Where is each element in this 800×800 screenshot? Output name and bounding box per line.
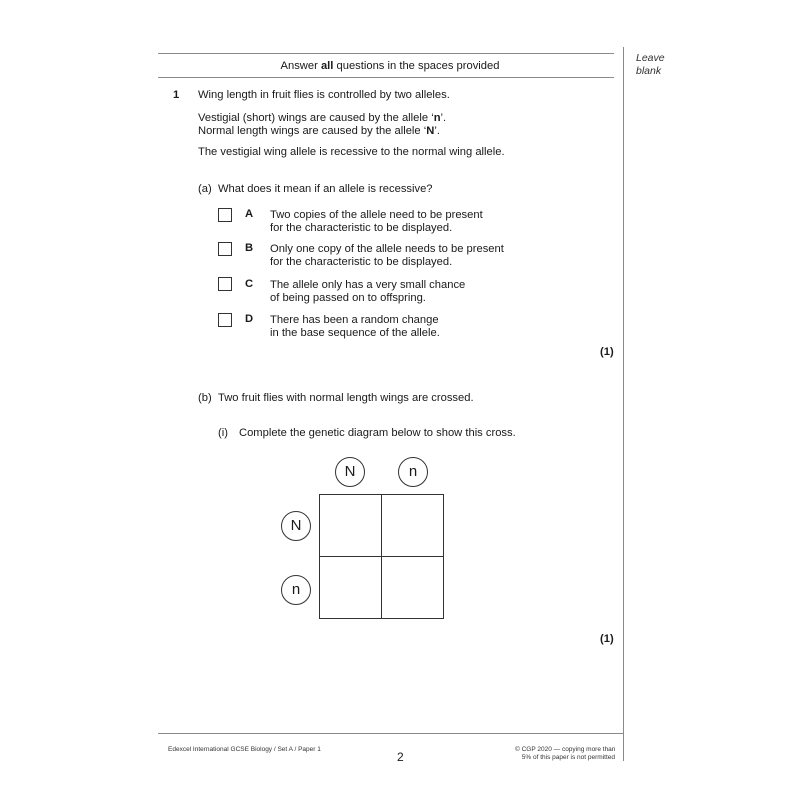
margin-rule — [623, 47, 624, 761]
part-a-question: What does it mean if an allele is recessive? — [218, 183, 433, 195]
allele-n-statement — [198, 111, 446, 125]
footer-copyright-line1: © CGP 2020 — copying more than — [515, 746, 616, 753]
part-b-question: Two fruit flies with normal length wings are crossed. — [218, 392, 474, 404]
option-d-text-line1: There has been a random change — [270, 314, 439, 326]
question-number: 1 — [173, 89, 180, 101]
option-a-checkbox[interactable] — [218, 208, 232, 222]
option-a-text-line1: Two copies of the allele need to be present — [270, 209, 483, 221]
option-a-letter: A — [245, 208, 254, 220]
option-d-text-line2: in the base sequence of the allele. — [270, 327, 440, 339]
punnett-cell-1-2[interactable] — [381, 494, 444, 557]
page-number: 2 — [397, 750, 404, 764]
question-intro: Wing length in fruit flies is controlled by two alleles. — [198, 89, 450, 101]
part-b-sub-question: Complete the genetic diagram below to show this cross. — [239, 427, 516, 439]
option-c-letter: C — [245, 278, 254, 290]
instruction-text-before: Answer — [280, 60, 321, 72]
allele-N-statement — [198, 124, 440, 138]
instruction-text-after: questions in the spaces provided — [333, 60, 500, 72]
option-b-checkbox[interactable] — [218, 242, 232, 256]
part-b-marks: (1) — [600, 633, 614, 645]
leave-blank-label-line2: blank — [636, 65, 662, 77]
header-top-rule — [158, 53, 614, 54]
part-b-label: (b) — [198, 392, 212, 404]
instruction-bold: all — [320, 60, 334, 72]
allele-n-text: Vestigial (short) wings are caused by the allele ‘ — [198, 112, 434, 124]
leave-blank-label-line1: Leave — [636, 52, 665, 64]
footer-copyright-line2: 5% of this paper is not permitted — [521, 754, 615, 761]
option-b-text-line1: Only one copy of the allele needs to be present — [270, 243, 504, 255]
allele-N-text: Normal length wings are caused by the allele ‘ — [198, 125, 427, 137]
part-b-sub-label: (i) — [218, 427, 228, 439]
header-bottom-rule — [158, 77, 614, 78]
footer-paper-info: Edexcel International GCSE Biology / Set A / Paper 1 — [168, 746, 321, 753]
option-a-text-line2: for the characteristic to be displayed. — [270, 222, 453, 234]
punnett-cell-2-1[interactable] — [319, 556, 382, 619]
part-a-marks: (1) — [600, 346, 614, 358]
side-allele-1-circle: N — [281, 511, 311, 541]
recessive-statement: The vestigial wing allele is recessive to the normal wing allele. — [198, 146, 505, 158]
part-a-label: (a) — [198, 183, 212, 195]
allele-n-symbol: n — [433, 112, 441, 124]
option-d-checkbox[interactable] — [218, 313, 232, 327]
top-allele-1-circle: N — [335, 457, 365, 487]
option-b-text-line2: for the characteristic to be displayed. — [270, 256, 453, 268]
footer-rule — [158, 733, 623, 734]
allele-N-text-end: ’. — [434, 125, 440, 137]
option-c-checkbox[interactable] — [218, 277, 232, 291]
punnett-cell-1-1[interactable] — [319, 494, 382, 557]
allele-N-symbol: N — [426, 125, 435, 137]
option-d-letter: D — [245, 313, 254, 325]
top-allele-2-circle: n — [398, 457, 428, 487]
side-allele-2-circle: n — [281, 575, 311, 605]
allele-n-text-end: ’. — [440, 112, 447, 124]
option-c-text-line2: of being passed on to offspring. — [270, 292, 426, 304]
option-c-text-line1: The allele only has a very small chance — [270, 279, 466, 291]
punnett-cell-2-2[interactable] — [381, 556, 444, 619]
option-b-letter: B — [245, 242, 254, 254]
